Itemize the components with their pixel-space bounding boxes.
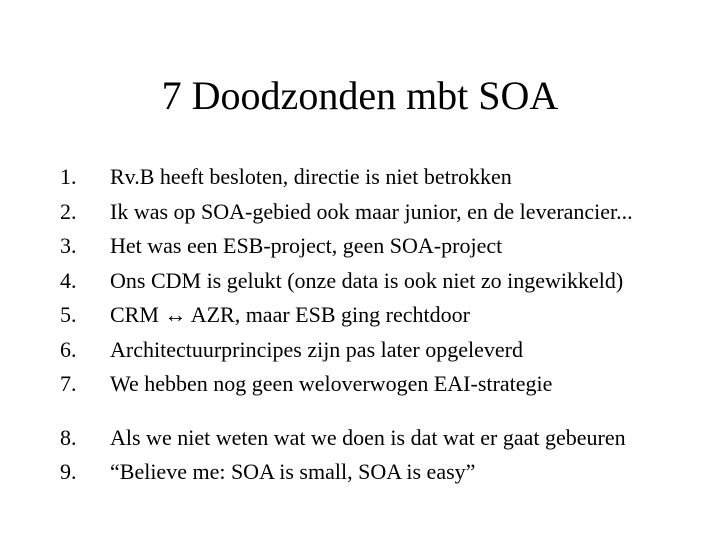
- item-text: Ik was op SOA-gebied ook maar junior, en de leverancier...: [110, 198, 633, 224]
- item-text: Rv.B heeft besloten, directie is niet betrokken: [110, 164, 512, 189]
- list-item: [60, 333, 700, 368]
- item-number: 8.: [60, 424, 77, 450]
- item-number: 4.: [60, 267, 77, 293]
- list-item: [60, 160, 700, 195]
- slide-title: 7 Doodzonden mbt SOA: [161, 73, 559, 118]
- item-text: Ons CDM is gelukt (onze data is ook niet zo ingewikkeld): [110, 267, 624, 293]
- list-item: [60, 298, 700, 333]
- item-number: 6.: [60, 336, 77, 362]
- item-number: 2.: [60, 198, 77, 224]
- item-text: Het was een ESB-project, geen SOA-project: [110, 233, 503, 258]
- list-item: [60, 421, 700, 456]
- sin-list: [60, 160, 700, 490]
- item-text: Als we niet weten wat we doen is dat wat er gaat gebeuren: [110, 424, 626, 450]
- item-number: 7.: [60, 371, 77, 396]
- item-text: CRM ↔ AZR, maar ESB ging rechtdoor: [110, 302, 470, 327]
- item-number: 5.: [60, 302, 77, 327]
- list-item: [60, 367, 700, 402]
- item-text: We hebben nog geen weloverwogen EAI-strategie: [110, 371, 553, 396]
- list-item: [60, 229, 700, 264]
- item-text: “Believe me: SOA is small, SOA is easy”: [110, 459, 476, 484]
- item-number: 1.: [60, 164, 77, 189]
- list-item: [60, 264, 700, 299]
- item-text: Architectuurprincipes zijn pas later opgeleverd: [110, 336, 523, 362]
- list-item: [60, 195, 700, 230]
- list-item: [60, 455, 700, 490]
- item-number: 3.: [60, 233, 77, 258]
- item-number: 9.: [60, 459, 77, 484]
